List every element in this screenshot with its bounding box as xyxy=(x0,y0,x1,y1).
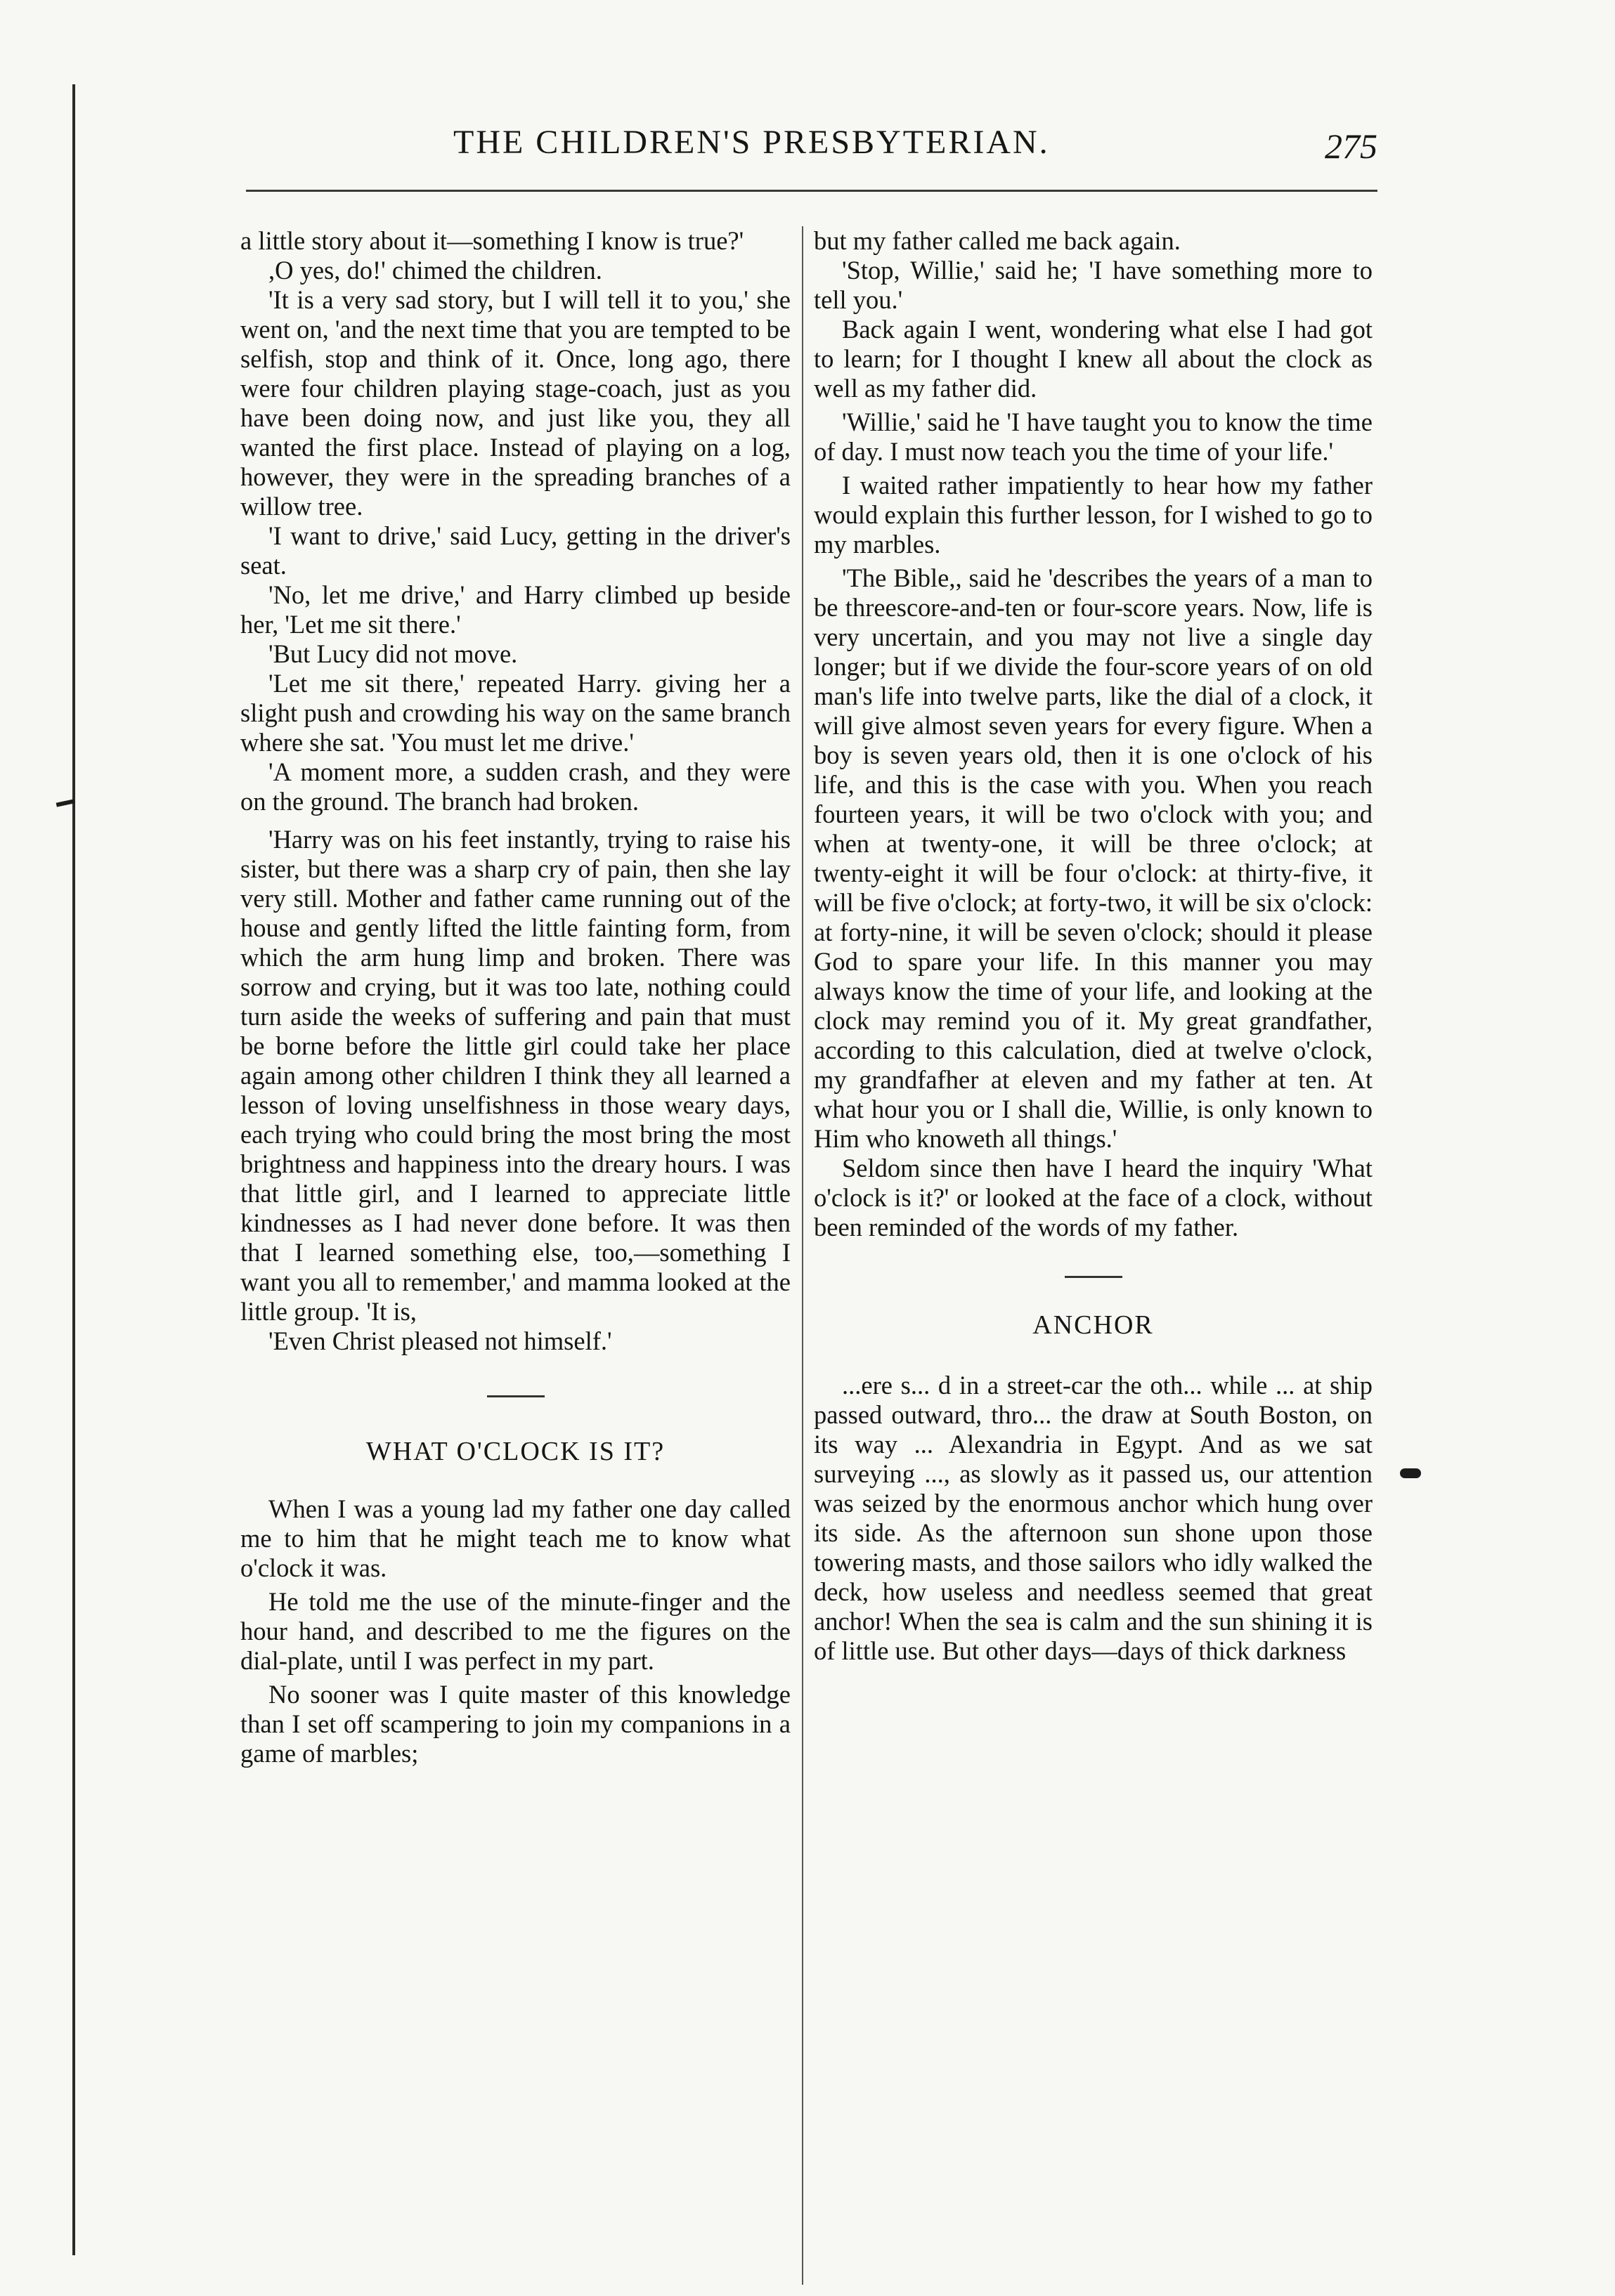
paragraph: 'Harry was on his feet instantly, trying to raise his sister, but there was a sharp cry of pain, then she lay very still. Mother and father came running out of the house and gently lifted the little fainting form, from which the arm hung limp and broken. There was sorrow and crying, but it was too late, nothing could turn aside the weeks of suffering and pain that must be borne before the little girl could take her place again among other children I think they all learned a lesson of loving unselfishness in those weary days, each trying who could bring the most bring the most brightness and happiness into the dreary hours. I was that little girl, and I learned to appreciate little kindnesses as I had never done before. It was then that I learned something else, too,—something I want you all to remember,' and mamma looked at the little group. 'It is, xyxy=(240,825,791,1326)
margin-bullet xyxy=(1400,1468,1421,1478)
paragraph: 'I want to drive,' said Lucy, getting in the driver's seat. xyxy=(240,521,791,580)
paragraph: No sooner was I quite master of this knowledge than I set off scampering to join my companions in a game of marbles; xyxy=(240,1680,791,1768)
paragraph: 'Willie,' said he 'I have taught you to know the time of day. I must now teach you the time of your life.' xyxy=(814,407,1373,466)
paragraph: He told me the use of the minute-finger and the hour hand, and described to me the figures on the dial-plate, until I was perfect in my part. xyxy=(240,1587,791,1675)
paragraph: Back again I went, wondering what else I had got to learn; for I thought I knew all about the clock as well as my father did. xyxy=(814,315,1373,403)
paragraph: 'Let me sit there,' repeated Harry. giving her a slight push and crowding his way on the same branch where she sat. 'You must let me drive.' xyxy=(240,669,791,757)
section-divider xyxy=(487,1395,545,1397)
paragraph: 'The Bible,, said he 'describes the years of a man to be threescore-and-ten or four-score years. Now, life is very uncertain, and you may not live a single day longer; but if we divide the four-score years of on old man's life into twelve parts, like the dial of a clock, it will give almost seven years for every figure. When a boy is seven years old, then it is one o'clock of his life, and this is the case with you. When you reach fourteen years, it will be two o'clock with you; and when at twenty-one, it will be three o'clock; at twenty-eight it will be four o'clock: at thirty-five, it will be five o'clock; at forty-two, it will be six o'clock: at forty-nine, it will be seven o'clock; should it please God to spare your life. In this manner you may always know the time of your life, and looking at the clock may remind you of it. My great grandfather, according to this calculation, died at twelve o'clock, my grandfafher at eleven and my father at ten. At what hour you or I shall die, Willie, is only known to Him who knoweth all things.' xyxy=(814,563,1373,1153)
paragraph: 'But Lucy did not move. xyxy=(268,639,518,668)
paragraph: Seldom since then have I heard the inquiry 'What o'clock is it?' or looked at the face of a clock, without been reminded of the words of my father. xyxy=(814,1154,1373,1241)
paragraph: 'Stop, Willie,' said he; 'I have something more to tell you.' xyxy=(814,256,1373,314)
section-title-anchor: ANCHOR xyxy=(1032,1310,1154,1340)
paragraph: When I was a young lad my father one day called me to him that he might teach me to know what o'clock it was. xyxy=(240,1494,791,1582)
paragraph: 'A moment more, a sudden crash, and they were on the ground. The branch had broken. xyxy=(240,757,791,816)
page-header xyxy=(239,123,1377,172)
header-rule xyxy=(246,190,1377,192)
paragraph: 'Even Christ pleased not himself.' xyxy=(268,1326,612,1355)
page-number: 275 xyxy=(1325,126,1377,166)
paragraph: but my father called me back again. xyxy=(814,226,1181,255)
paragraph: a little story about it—something I know is true?' xyxy=(240,226,744,255)
column-divider xyxy=(802,226,803,2285)
paragraph: 'It is a very sad story, but I will tell it to you,' she went on, 'and the next time that you are tempted to be selfish, stop and think of it. Once, long ago, there were four children playing stage-coach, just as you have been doing now, and just like you, they all wanted the first place. Instead of playing on a log, however, they were in the spreading branches of a willow tree. xyxy=(240,285,791,521)
running-title: THE CHILDREN'S PRESBYTERIAN. xyxy=(453,124,1050,161)
paragraph: I waited rather impatiently to hear how my father would explain this further lesson, for I wished to go to my marbles. xyxy=(814,471,1373,559)
left-column xyxy=(240,226,791,1768)
right-column xyxy=(814,226,1373,1666)
paragraph: 'No, let me drive,' and Harry climbed up beside her, 'Let me sit there.' xyxy=(240,580,791,639)
paragraph: ...ere s... d in a street-car the oth... while ... at ship passed outward, thro... the draw at South Boston, on its way ... Alexandria in Egypt. And as we sat surveying ..., as slowly as it passed us, our attention was seized by the enormous anchor which hung over its side. As the afternoon sun shone upon those towering masts, and those sailors who idly walked the deck, how useless and needless seemed that great anchor! When the sea is calm and the sun shining it is of little use. But other days—days of thick darkness xyxy=(814,1371,1373,1665)
section-divider xyxy=(1065,1276,1122,1278)
section-title-what-oclock: WHAT O'CLOCK IS IT? xyxy=(365,1437,666,1466)
paragraph: ,O yes, do!' chimed the children. xyxy=(268,256,602,285)
page-edge-rule xyxy=(72,84,75,2255)
